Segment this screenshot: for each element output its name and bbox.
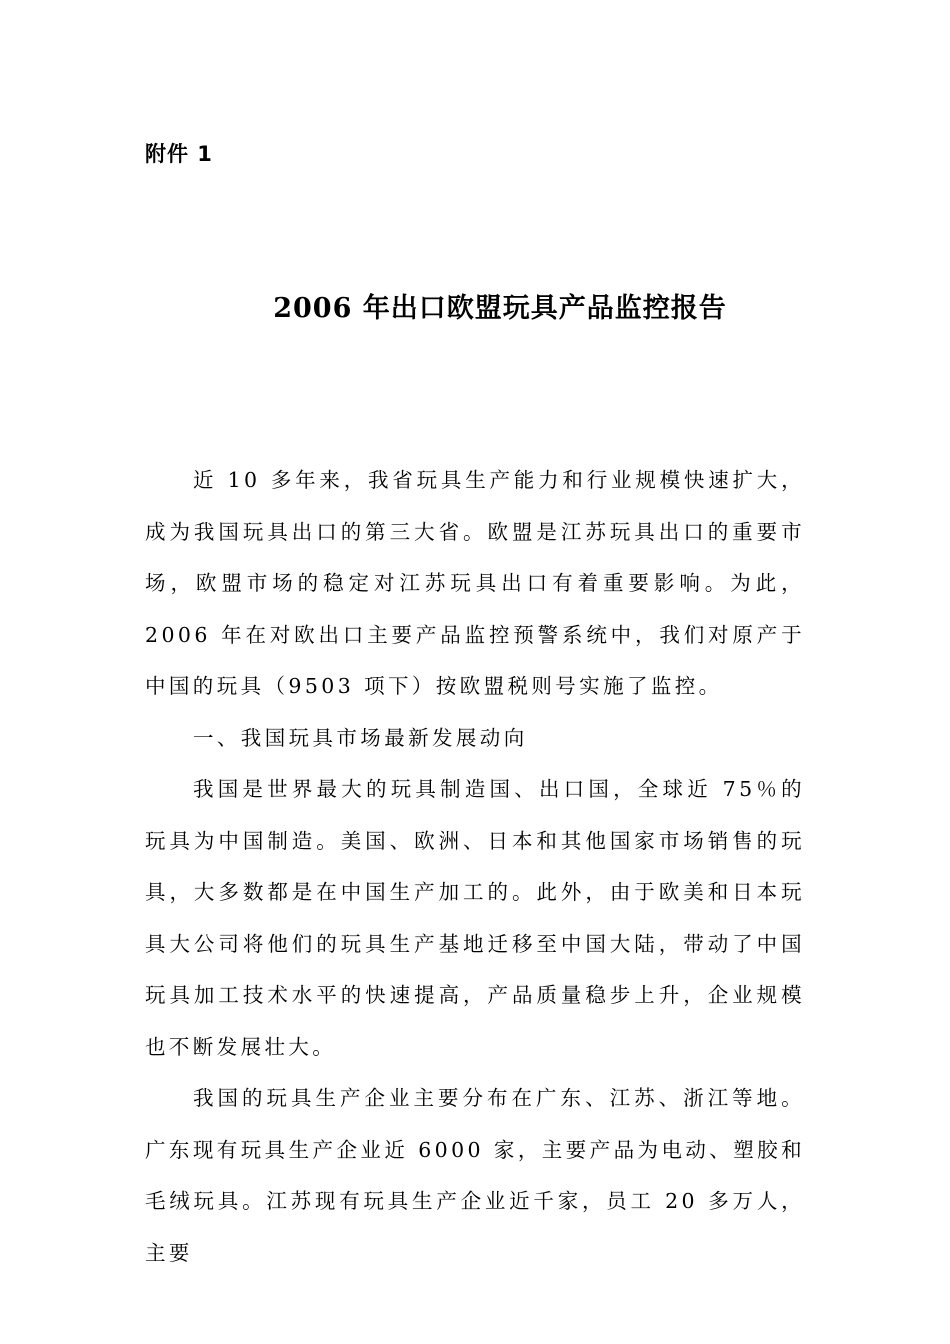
document-body bbox=[145, 455, 805, 1279]
section-heading: 一、我国玩具市场最新发展动向 bbox=[193, 725, 528, 750]
paragraph-market: 我国是世界最大的玩具制造国、出口国，全球近 75％的玩具为中国制造。美国、欧洲、日本和其他国家市场销售的玩具，大多数都是在中国生产加工的。此外，由于欧美和日本玩具大公司将他们的玩具生产基地迁移至中国大陆，带动了中国玩具加工技术水平的快速提高，产品质量稳步上升，企业规模也不断发展壮大。 bbox=[145, 777, 805, 1059]
document-title: 2006 年出口欧盟玩具产品监控报告 bbox=[273, 293, 727, 324]
paragraph-distribution: 我国的玩具生产企业主要分布在广东、江苏、浙江等地。广东现有玩具生产企业近 6000 家，主要产品为电动、塑胶和毛绒玩具。江苏现有玩具生产企业近千家，员工 20 多万人，主要 bbox=[145, 1086, 805, 1265]
paragraph-intro: 近 10 多年来，我省玩具生产能力和行业规模快速扩大，成为我国玩具出口的第三大省。欧盟是江苏玩具出口的重要市场，欧盟市场的稳定对江苏玩具出口有着重要影响。为此，2006 年在对欧出口主要产品监控预警系统中，我们对原产于中国的玩具（9503 项下）按欧盟税则号实施了监控。 bbox=[145, 468, 805, 698]
attachment-label: 附件 1 bbox=[145, 142, 213, 166]
